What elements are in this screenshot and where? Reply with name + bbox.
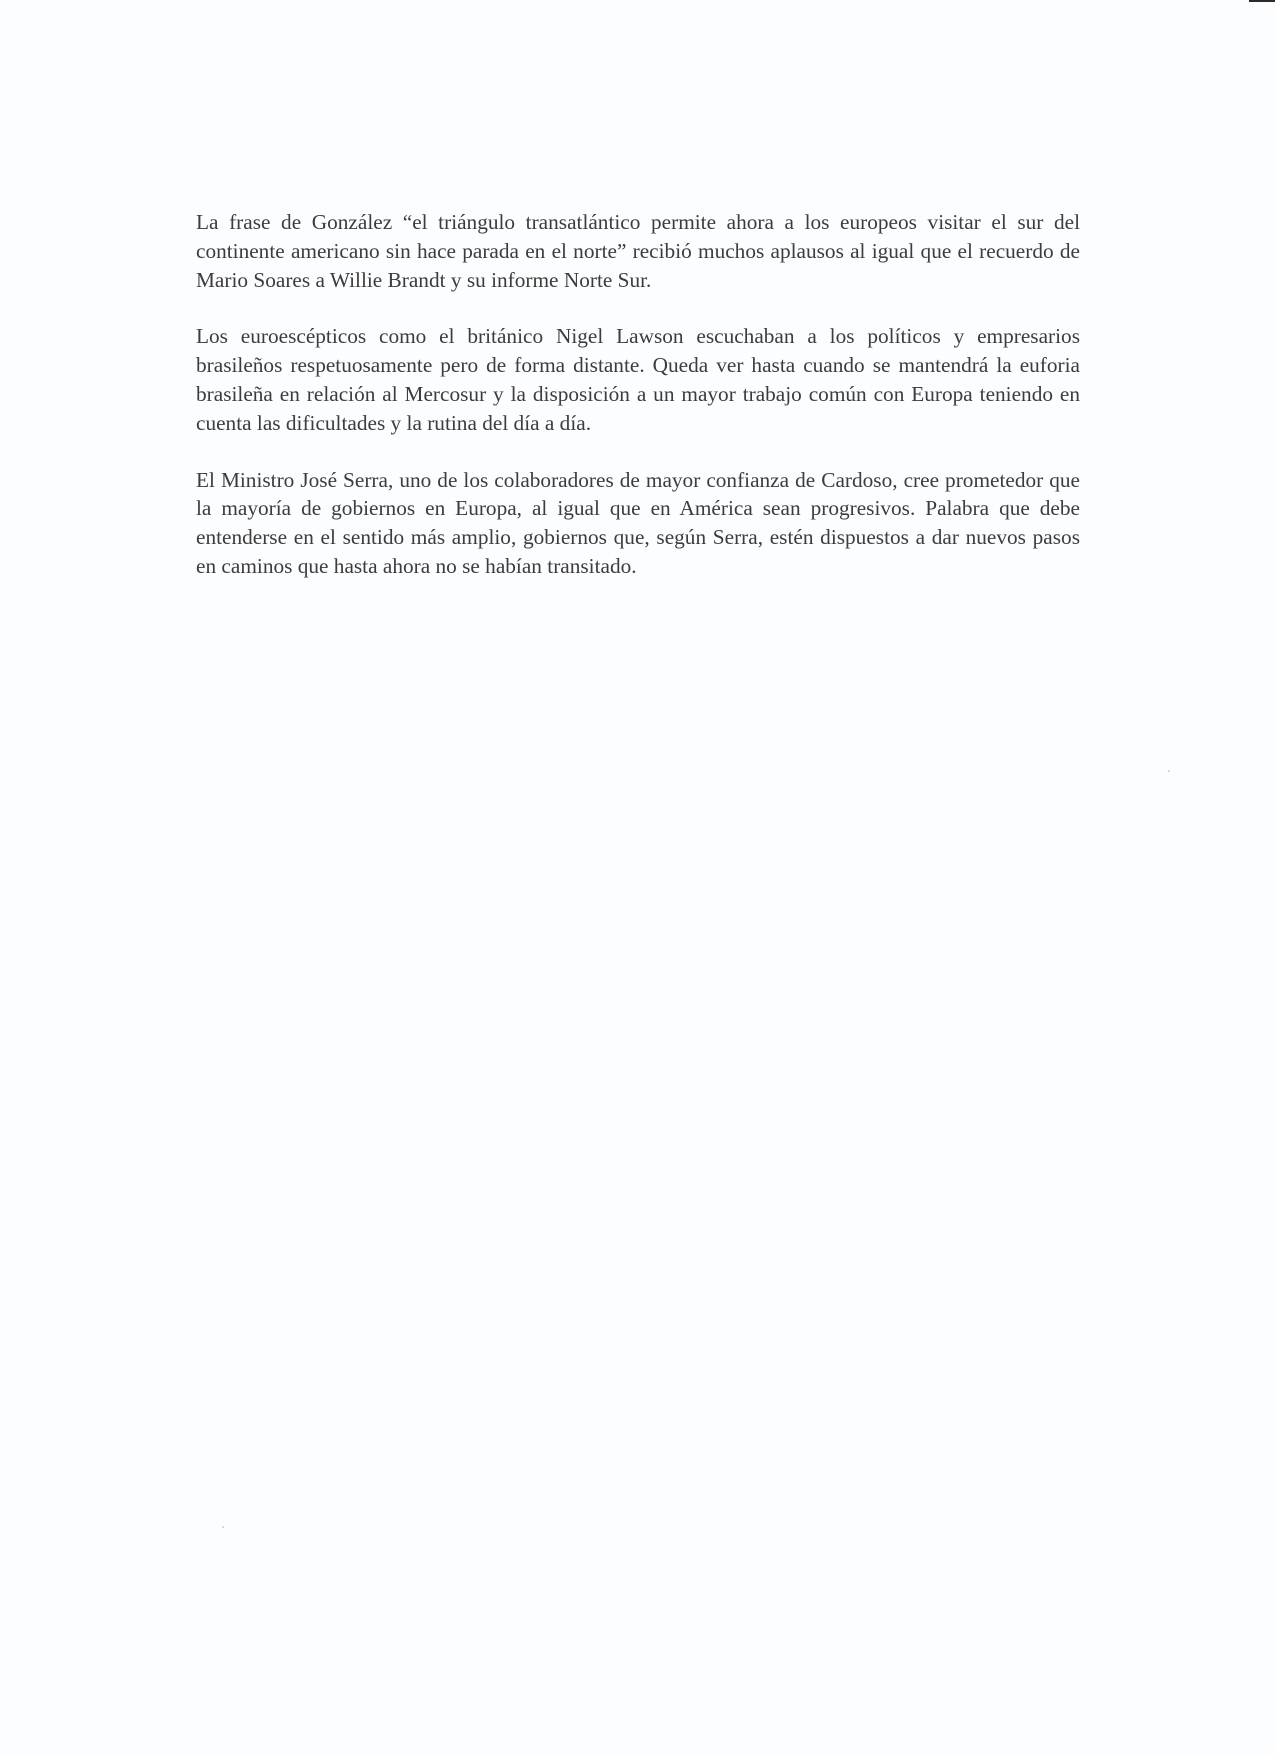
document-body [196,208,1080,609]
scan-edge-mark [1249,0,1275,2]
scan-speck [222,1526,224,1528]
paragraph-1: La frase de González “el triángulo transatlántico permite ahora a los europeos visitar el sur del continente americano sin hace parada en el norte” recibió muchos aplausos al igual que el recuerdo de Mario Soares a Willie Brandt y su informe Norte Sur. [196,210,1080,292]
scan-speck [1168,770,1170,772]
paragraph-2: Los euroescépticos como el británico Nigel Lawson escuchaban a los políticos y empresarios brasileños respetuosamente pero de forma distante. Queda ver hasta cuando se mantendrá la euforia brasileña en relación al Mercosur y la disposición a un mayor trabajo común con Europa teniendo en cuenta las dificultades y la rutina del día a día. [196,324,1080,435]
paragraph-3: El Ministro José Serra, uno de los colaboradores de mayor confianza de Cardoso, cree prometedor que la mayoría de gobiernos en Europa, al igual que en América sean progresivos. Palabra que debe entenderse en el sentido más amplio, gobiernos que, según Serra, estén dispuestos a dar nuevos pasos en caminos que hasta ahora no se habían transitado. [196,467,1080,578]
